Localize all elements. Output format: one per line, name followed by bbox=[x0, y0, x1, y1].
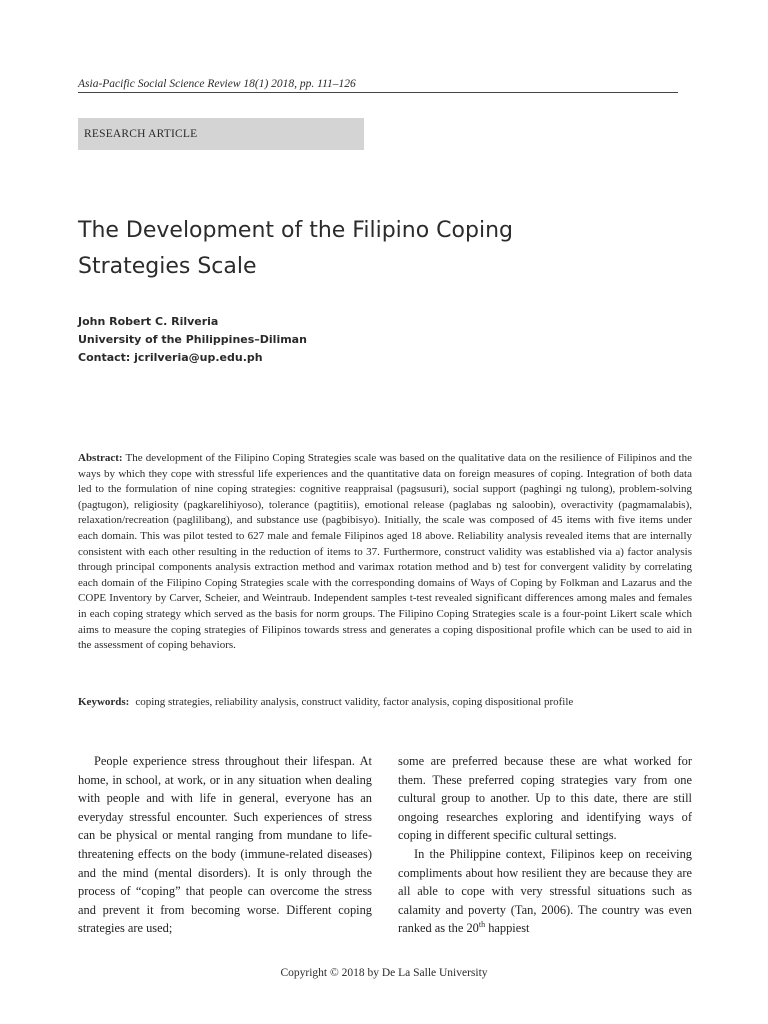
body-paragraph-end: happiest bbox=[485, 921, 530, 936]
journal-citation: Asia-Pacific Social Science Review 18(1) 2018, pp. 111–126 bbox=[78, 78, 356, 90]
author-name: John Robert C. Rilveria bbox=[78, 315, 219, 328]
author-contact: Contact: jcrilveria@up.edu.ph bbox=[78, 351, 263, 364]
author-affiliation: University of the Philippines–Diliman bbox=[78, 333, 307, 346]
copyright-footer: Copyright © 2018 by De La Salle University bbox=[280, 967, 488, 979]
body-column-left bbox=[78, 752, 372, 938]
header-rule bbox=[78, 92, 678, 93]
keywords-label: Keywords: bbox=[78, 696, 130, 708]
article-title-line-2: Strategies Scale bbox=[78, 254, 257, 279]
ordinal-superscript: th bbox=[478, 920, 486, 930]
body-paragraph-text: In the Philippine context, Filipinos keep on receiving compliments about how resilient they are because they are all able to cope with very stressful situations such as calamity and poverty (Tan, 2006). The country was even ranked as the 20 bbox=[398, 846, 692, 936]
article-type-badge: RESEARCH ARTICLE bbox=[78, 118, 364, 150]
keywords bbox=[78, 695, 692, 711]
author-block bbox=[78, 313, 307, 367]
article-title bbox=[78, 213, 578, 285]
abstract bbox=[78, 451, 692, 654]
abstract-label: Abstract: bbox=[78, 452, 123, 464]
keywords-text: coping strategies, reliability analysis, construct validity, factor analysis, coping dispositional profile bbox=[135, 696, 574, 708]
body-paragraph bbox=[398, 845, 692, 938]
body-paragraph: People experience stress throughout their lifespan. At home, in school, at work, or in any situation when dealing with people and with life in general, everyone has an everyday stressful encounter. Such experiences of stress can be physical or mental ranging from mundane to life-threatening effects on the body (immune-related diseases) and the mind (mental disorders). It is only through the process of “coping” that people can overcome the stress and prevent it from becoming worse. Different coping strategies are used; bbox=[78, 754, 372, 936]
body-paragraph: some are preferred because these are what worked for them. These preferred coping strategies vary from one cultural group to another. Up to this date, there are still ongoing researches exploring and identifying ways of coping in different specific cultural settings. bbox=[398, 754, 692, 843]
abstract-text: The development of the Filipino Coping Strategies scale was based on the qualitative data on the resilience of Filipinos and the ways by which they cope with stressful life experiences and the quantitative data on foreign measures of coping. Integration of both data led to the formulation of nine coping strategies: cognitive reappraisal (pagsusuri), social support (paghingi ng tulong), problem-solving (pagtugon), religiosity (pagkarelihiyoso), tolerance (pagtitiis), emotional release (paglabas ng saloobin), overactivity (pagmamalabis), relaxation/recreation (paglilibang), and substance use (pagbibisyo). Initially, the scale was composed of 45 items with five items under each domain. This was pilot tested to 627 male and female Filipinos aged 18 above. Reliability analysis revealed items that are internally consistent with each other resulting in the reduction of items to 37. Furthermore, construct validity was established via a) factor analysis through principal components analysis extraction method and varimax rotation method and b) test for convergent validity by correlating each domain of the Filipino Coping Strategies scale with the corresponding domains of Ways of Coping by Folkman and Lazarus and the COPE Inventory by Carver, Scheier, and Weintraub. Independent samples t-test revealed significant differences among males and females in each coping strategy which served as the basis for norm groups. The Filipino Coping Strategies scale is a four-point Likert scale which aims to measure the coping strategies of Filipinos towards stress and generates a coping dispositional profile which can be used to aid in the assessment of coping behaviors. bbox=[78, 452, 692, 652]
body-column-right bbox=[398, 752, 692, 938]
article-title-line-1: The Development of the Filipino Coping bbox=[78, 218, 513, 243]
